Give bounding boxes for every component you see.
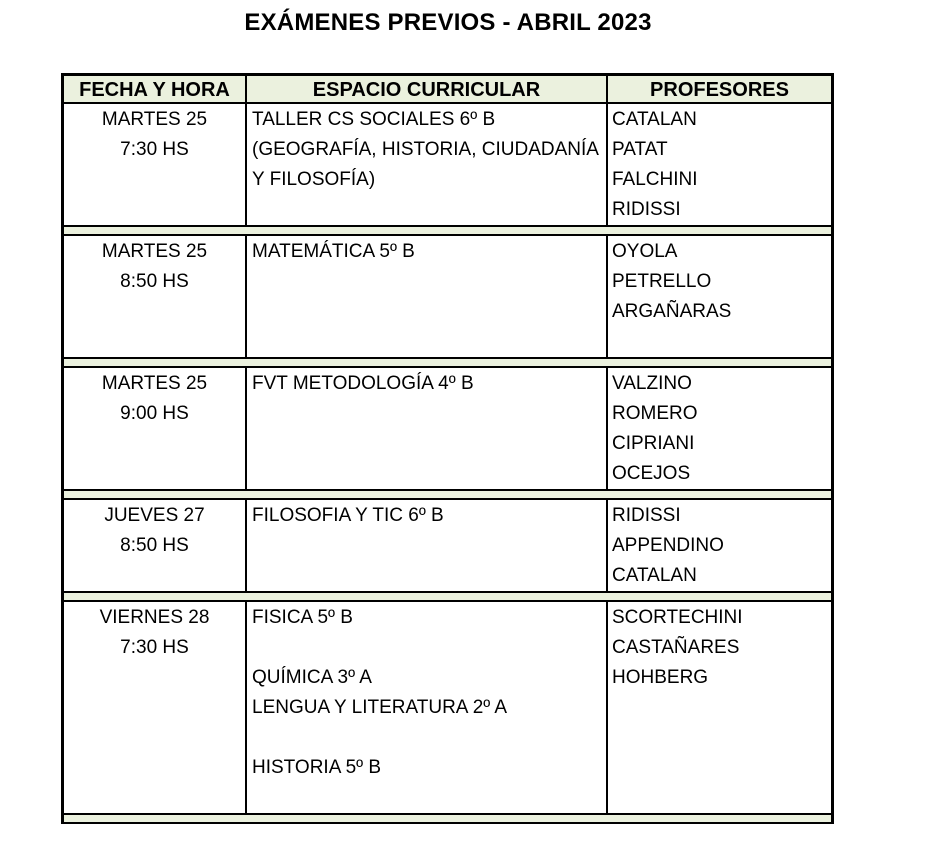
subject-line — [252, 459, 606, 489]
header-fecha: FECHA Y HORA — [64, 76, 247, 102]
row-separator — [64, 357, 831, 368]
empty-line — [64, 195, 245, 225]
empty-line — [64, 429, 245, 459]
exam-time: 7:30 HS — [120, 139, 189, 160]
empty-line — [64, 753, 245, 783]
subject-line — [252, 297, 606, 327]
teacher-name: CATALAN — [612, 565, 697, 586]
teachers-cell — [608, 500, 831, 591]
subject-cell — [247, 104, 608, 225]
empty-line — [64, 693, 245, 723]
empty-line — [64, 663, 245, 693]
exam-date: VIERNES 28 — [99, 607, 210, 628]
teacher-name: RIDISSI — [612, 199, 681, 220]
teacher-name — [612, 693, 831, 723]
header-profesores: PROFESORES — [650, 79, 789, 101]
teacher-name: ARGAÑARAS — [612, 301, 732, 322]
teacher-name: HOHBERG — [612, 667, 709, 688]
subject-line: FVT METODOLOGÍA 4º B — [252, 373, 474, 394]
header-espacio: ESPACIO CURRICULAR — [247, 76, 608, 102]
subject-line: FISICA 5º B — [252, 607, 353, 628]
subject-line — [252, 531, 606, 561]
teacher-name: SCORTECHINI — [612, 607, 743, 628]
subject-line — [252, 429, 606, 459]
subject-cell — [247, 602, 608, 813]
table-body — [64, 104, 831, 824]
exam-time: 8:50 HS — [120, 271, 189, 292]
teachers-cell — [608, 104, 831, 225]
teacher-name: FALCHINI — [612, 169, 698, 190]
subject-line — [252, 195, 606, 225]
subject-cell — [247, 500, 608, 591]
exam-time: 7:30 HS — [120, 637, 189, 658]
exam-time: 8:50 HS — [120, 535, 189, 556]
teacher-name: PATAT — [612, 139, 668, 160]
empty-line — [64, 297, 245, 327]
teacher-name — [612, 327, 831, 357]
table-row — [64, 368, 831, 489]
subject-line: HISTORIA 5º B — [252, 757, 382, 778]
exam-time: 9:00 HS — [120, 403, 189, 424]
subject-line: FILOSOFIA Y TIC 6º B — [252, 505, 444, 526]
subject-line — [252, 783, 606, 813]
subject-cell — [247, 368, 608, 489]
table-row — [64, 602, 831, 813]
table-row — [64, 500, 831, 591]
teacher-name: ROMERO — [612, 403, 698, 424]
table-header — [64, 73, 831, 104]
exams-table — [61, 73, 834, 824]
teachers-cell — [608, 368, 831, 489]
subject-line — [252, 723, 606, 753]
teacher-name: VALZINO — [612, 373, 692, 394]
teacher-name: OCEJOS — [612, 463, 691, 484]
subject-line: (GEOGRAFÍA, HISTORIA, CIUDADANÍA — [252, 139, 599, 160]
exam-date: MARTES 25 — [101, 241, 208, 262]
subject-line — [252, 633, 606, 663]
subject-line — [252, 327, 606, 357]
subject-line: TALLER CS SOCIALES 6º B — [252, 109, 496, 130]
page-title: EXÁMENES PREVIOS - ABRIL 2023 — [244, 9, 652, 36]
empty-line — [64, 561, 245, 591]
subject-line — [252, 267, 606, 297]
teacher-name — [612, 783, 831, 813]
teacher-name: CIPRIANI — [612, 433, 695, 454]
empty-line — [64, 723, 245, 753]
teacher-name: APPENDINO — [612, 535, 724, 556]
date-cell — [64, 500, 247, 591]
empty-line — [64, 165, 245, 195]
table-row — [64, 236, 831, 357]
empty-line — [64, 327, 245, 357]
subject-line — [252, 399, 606, 429]
teacher-name: CATALAN — [612, 109, 697, 130]
teacher-name: OYOLA — [612, 241, 678, 262]
empty-line — [64, 459, 245, 489]
subject-cell — [247, 236, 608, 357]
row-separator — [64, 591, 831, 602]
row-separator — [64, 813, 831, 824]
exam-date: MARTES 25 — [101, 109, 208, 130]
exam-date: JUEVES 27 — [104, 505, 205, 526]
teacher-name — [612, 753, 831, 783]
subject-line: LENGUA Y LITERATURA 2º A — [252, 697, 508, 718]
table-row — [64, 104, 831, 225]
subject-line — [252, 561, 606, 591]
exam-date: MARTES 25 — [101, 373, 208, 394]
row-separator — [64, 225, 831, 236]
teachers-cell — [608, 236, 831, 357]
date-cell — [64, 236, 247, 357]
date-cell — [64, 602, 247, 813]
teacher-name: RIDISSI — [612, 505, 681, 526]
date-cell — [64, 368, 247, 489]
teacher-name — [612, 723, 831, 753]
subject-line: MATEMÁTICA 5º B — [252, 241, 415, 262]
teacher-name: PETRELLO — [612, 271, 712, 292]
teacher-name: CASTAÑARES — [612, 637, 740, 658]
subject-line: Y FILOSOFÍA) — [252, 169, 376, 190]
teachers-cell — [608, 602, 831, 813]
date-cell — [64, 104, 247, 225]
subject-line: QUÍMICA 3º A — [252, 667, 372, 688]
empty-line — [64, 783, 245, 813]
row-separator — [64, 489, 831, 500]
